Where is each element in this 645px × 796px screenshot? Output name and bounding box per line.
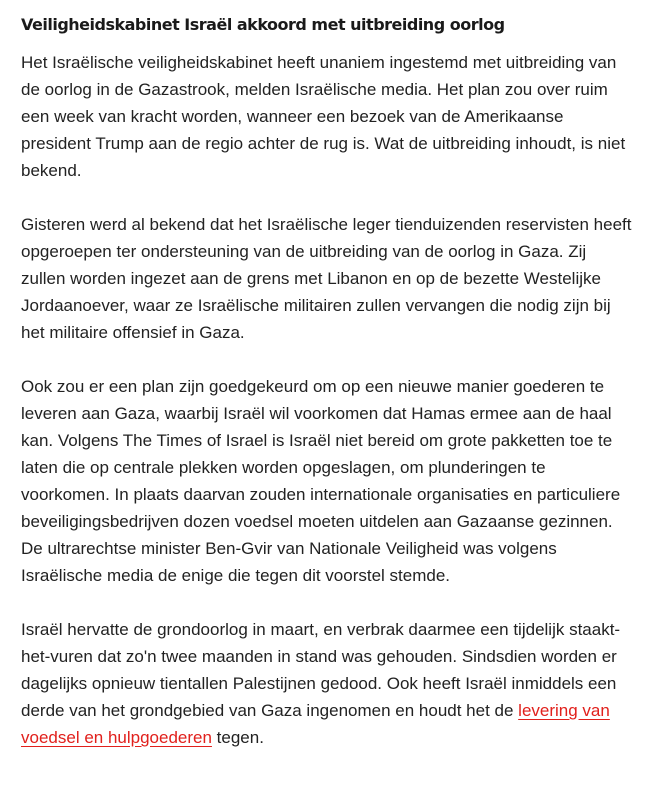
article (21, 14, 633, 751)
article-title: Veiligheidskabinet Israël akkoord met uitbreiding oorlog (21, 15, 505, 34)
paragraph-4-text-after: tegen. (211, 728, 264, 747)
article-paragraph-1: Het Israëlische veiligheidskabinet heeft unaniem ingestemd met uitbreiding van de oorlog in de Gazastrook, melden Israëlische media. Het plan zou over ruim een week van kracht worden, wanneer een bezoek van de Amerikaanse president Trump aan de regio achter de rug is. Wat de uitbreiding inhoudt, is niet bekend. (21, 53, 626, 180)
article-paragraph-3: Ook zou er een plan zijn goedgekeurd om op een nieuwe manier goederen te leveren aan Gaza, waarbij Israël wil voorkomen dat Hamas ermee aan de haal kan. Volgens The Times of Israel is Israël niet bereid om grote pakketten toe te laten die op centrale plekken worden opgeslagen, om plunderingen te voorkomen. In plaats daarvan zouden internationale organisaties en particuliere beveiligingsbedrijven dozen voedsel moeten uitdelen aan Gazaanse gezinnen. De ultrarechtse minister Ben-Gvir van Nationale Veiligheid was volgens Israëlische media de enige die tegen dit voorstel stemde. (21, 377, 621, 585)
article-paragraph-4 (21, 616, 633, 751)
levering-voedsel-link[interactable]: levering van voedsel en hulpgoederen (21, 701, 610, 747)
paragraph-4-text-before: Israël hervatte de grondoorlog in maart, en verbrak daarmee een tijdelijk staakt-het-vuren dat zo'n twee maanden in stand was gehouden. Sindsdien worden er dagelijks opnieuw tientallen Palestijnen gedood. Ook heeft Israël inmiddels een derde van het grondgebied van Gaza ingenomen en houdt het de (21, 620, 621, 720)
article-paragraph-2: Gisteren werd al bekend dat het Israëlische leger tienduizenden reservisten heeft opgeroepen ter ondersteuning van de uitbreiding van de oorlog in Gaza. Zij zullen worden ingezet aan de grens met Libanon en op de bezette Westelijke Jordaanoever, waar ze Israëlische militairen zullen vervangen die nodig zijn bij het militaire offensief in Gaza. (21, 215, 632, 342)
